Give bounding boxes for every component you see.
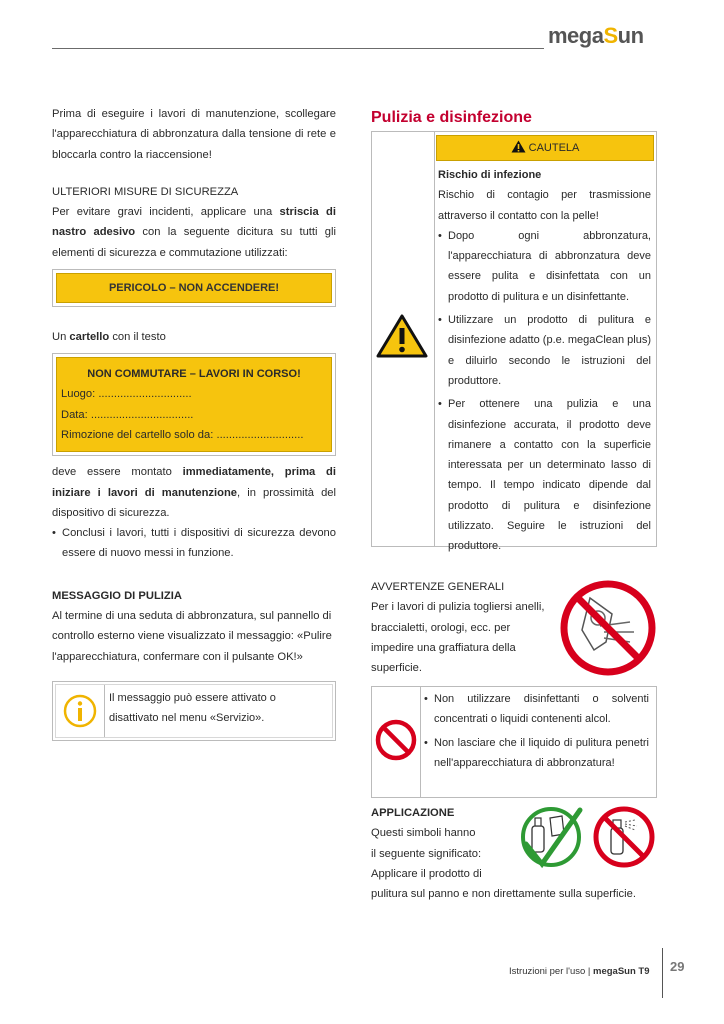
application-line: pulitura sul panno e non direttamente sulla superficie.: [371, 888, 636, 901]
sign-line: Luogo: ..............................: [61, 388, 192, 401]
sign-box: [52, 353, 336, 456]
caution-content: [438, 165, 651, 557]
no-jewelry-icon: [560, 580, 656, 683]
risk-bullet: • Per ottenere una pulizia e una disinfezione accurata, il prodotto deve rimanere a contatto con la superficie interessata per un determinato lasso di tempo. Il tempo indicato dipende dal prodotto di pulitura e disinfezione utilizzato. Seguire le istruzioni del produttore.: [438, 394, 651, 556]
risk-bullet: • Dopo ogni abbronzatura, l'apparecchiatura di abbronzatura deve essere pulita e disinfettata con un prodotto di pulitura e un disinfettante.: [438, 226, 651, 307]
measures-heading: ULTERIORI MISURE DI SICUREZZA: [52, 185, 239, 198]
caution-header: CAUTELA: [436, 135, 654, 161]
info-icon: [56, 685, 105, 737]
application-line: il seguente significato:: [371, 847, 482, 860]
danger-label: PERICOLO – NON ACCENDERE!: [56, 273, 332, 303]
info-text: Il messaggio può essere attivato o disattivato nel menu «Servizio».: [109, 691, 276, 725]
intro-paragraph: Prima di eseguire i lavori di manutenzione, scollegare l'apparecchiatura di abbronzatura dalla tensione di rete e bloccarla contro la riaccensione!: [52, 108, 336, 161]
header-rule: [52, 48, 544, 49]
page-number: 29: [670, 959, 685, 974]
risk-bullet: • Utilizzare un prodotto di pulitura e disinfezione adatto (p.e. megaClean plus) e diluirlo secondo le istruzioni del produttore.: [438, 310, 651, 391]
general-heading: AVVERTENZE GENERALI: [371, 581, 505, 593]
spray-on-cloth-ok-icon: [518, 804, 584, 877]
message-heading: MESSAGGIO DI PULIZIA: [52, 589, 182, 602]
risk-title: Rischio di infezione: [438, 169, 542, 181]
warning-triangle-icon: [376, 314, 428, 365]
sign-intro: Un cartello con il testo: [52, 331, 166, 344]
application-heading: APPLICAZIONE: [371, 807, 455, 819]
sign-line: Data: .................................: [61, 408, 194, 421]
general-text: Per i lavori di pulizia togliersi anelli, braccialetti, orologi, ecc. per impedire una graffiatura della superficie.: [371, 601, 545, 675]
prohibition-content: [424, 689, 649, 773]
caution-box: [371, 131, 657, 553]
prohibition-box: [371, 686, 657, 798]
after-sign-paragraph: deve essere montato immediatamente, prima di iniziare i lavori di manutenzione, in prossimità del dispositivo di sicurezza.: [52, 466, 336, 519]
application-line: Applicare il prodotto di: [371, 867, 482, 880]
application-line: Questi simboli hanno: [371, 827, 476, 840]
danger-label-box: [52, 269, 336, 307]
warning-small-icon: [511, 140, 526, 153]
prohibition-icon: [375, 719, 417, 768]
footer-text: Istruzioni per l'uso | megaSun T9: [509, 966, 650, 977]
sign-line: Rimozione del cartello solo da: ............................: [61, 428, 304, 441]
prohibition-bullet: • Non utilizzare disinfettanti o solventi concentrati o liquidi contenenti alcol.: [424, 689, 649, 730]
message-paragraph: Al termine di una seduta di abbronzatura, sul pannello di controllo esterno viene visualizzato il messaggio: «Pulire l'apparecchiatura, confermare con il pulsante OK!»: [52, 610, 332, 663]
spray-on-surface-no-icon: [591, 804, 657, 877]
footer-divider: [662, 948, 663, 998]
after-sign-bullet: • Conclusi i lavori, tutti i dispositivi di sicurezza devono essere di nuovo messi in funzione.: [52, 523, 336, 564]
left-column: [52, 104, 336, 741]
general-warnings: [371, 577, 551, 678]
brand-logo: megaSun: [548, 23, 644, 48]
risk-text: Rischio di contagio per trasmissione attraverso il contatto con la pelle!: [438, 189, 651, 222]
measures-paragraph: Per evitare gravi incidenti, applicare una striscia di nastro adesivo con la seguente dicitura su tutti gli elementi di sicurezza e commutazione utilizzati:: [52, 206, 337, 259]
prohibition-bullet: • Non lasciare che il liquido di pulitura penetri nell'apparecchiatura di abbronzatura!: [424, 733, 649, 774]
info-box: [52, 681, 336, 741]
section-title: Pulizia e disinfezione: [371, 109, 532, 126]
sign-title: NON COMMUTARE – LAVORI IN CORSO!: [87, 368, 301, 381]
